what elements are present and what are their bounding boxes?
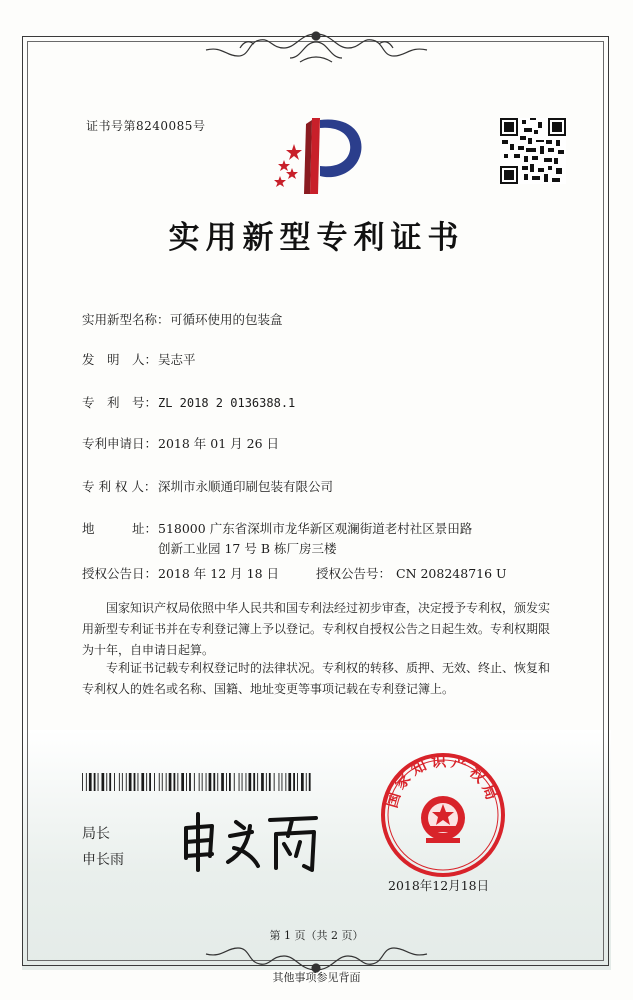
utility-model-name-label: 实用新型名称： (82, 312, 170, 327)
barcode-icon (82, 773, 312, 791)
grant-date-value: 2018 年 12 月 18 日 (158, 566, 279, 581)
patentee-label: 专 利 权 人： (82, 479, 157, 494)
page-info: 第 1 页（共 2 页） (269, 929, 364, 942)
address-line-2: 创新工业园 17 号 B 栋厂房三楼 (158, 541, 337, 556)
svg-text:国家知识产权局: 国家知识产权局 (382, 752, 503, 810)
patentee-value: 深圳市永顺通印刷包装有限公司 (158, 479, 334, 494)
patent-number-value: ZL 2018 2 0136388.1 (158, 396, 296, 410)
director-signature-icon (178, 806, 328, 876)
official-seal-icon (380, 752, 506, 878)
utility-model-name: 可循环使用的包装盒 (170, 312, 283, 327)
cnipa-logo-icon (262, 110, 370, 202)
certificate-number: 证书号第8240085号 (86, 119, 206, 133)
address-line-1: 518000 广东省深圳市龙华新区观澜街道老村社区景田路 (158, 521, 473, 536)
director-name: 申长雨 (82, 852, 124, 868)
application-date-value: 2018 年 01 月 26 日 (158, 436, 279, 451)
grant-number-label: 授权公告号： (316, 566, 392, 581)
legal-status-paragraph: 专利证书记载专利权登记时的法律状况。专利权的转移、质押、无效、终止、恢复和专利权人的姓名或名称、国籍、地址变更等事项记载在专利登记簿上。 (82, 661, 551, 696)
application-date-label: 专利申请日： (82, 436, 158, 451)
grant-number-value: CN 208248716 U (396, 566, 507, 581)
director-title: 局长 (82, 826, 110, 842)
seal-date: 2018年12月18日 (388, 878, 490, 893)
top-ornament-icon (200, 28, 433, 68)
inventor-label: 发 明 人： (82, 352, 158, 367)
address-label: 地 址： (82, 521, 158, 536)
grant-statement-paragraph: 国家知识产权局依照中华人民共和国专利法经过初步审查，决定授予专利权，颁发实用新型专利证书并在专利登记簿上予以登记。专利权自授权公告之日起生效。专利权期限为十年，自申请日起算。 (82, 601, 551, 657)
footer-note: 其他事项参见背面 (272, 971, 361, 984)
certificate-title: 实用新型专利证书 (168, 220, 465, 256)
qr-code-icon (500, 118, 566, 184)
inventor-value: 吴志平 (158, 352, 196, 367)
patent-number-label: 专 利 号： (82, 395, 158, 410)
grant-date-label: 授权公告日： (82, 566, 158, 581)
